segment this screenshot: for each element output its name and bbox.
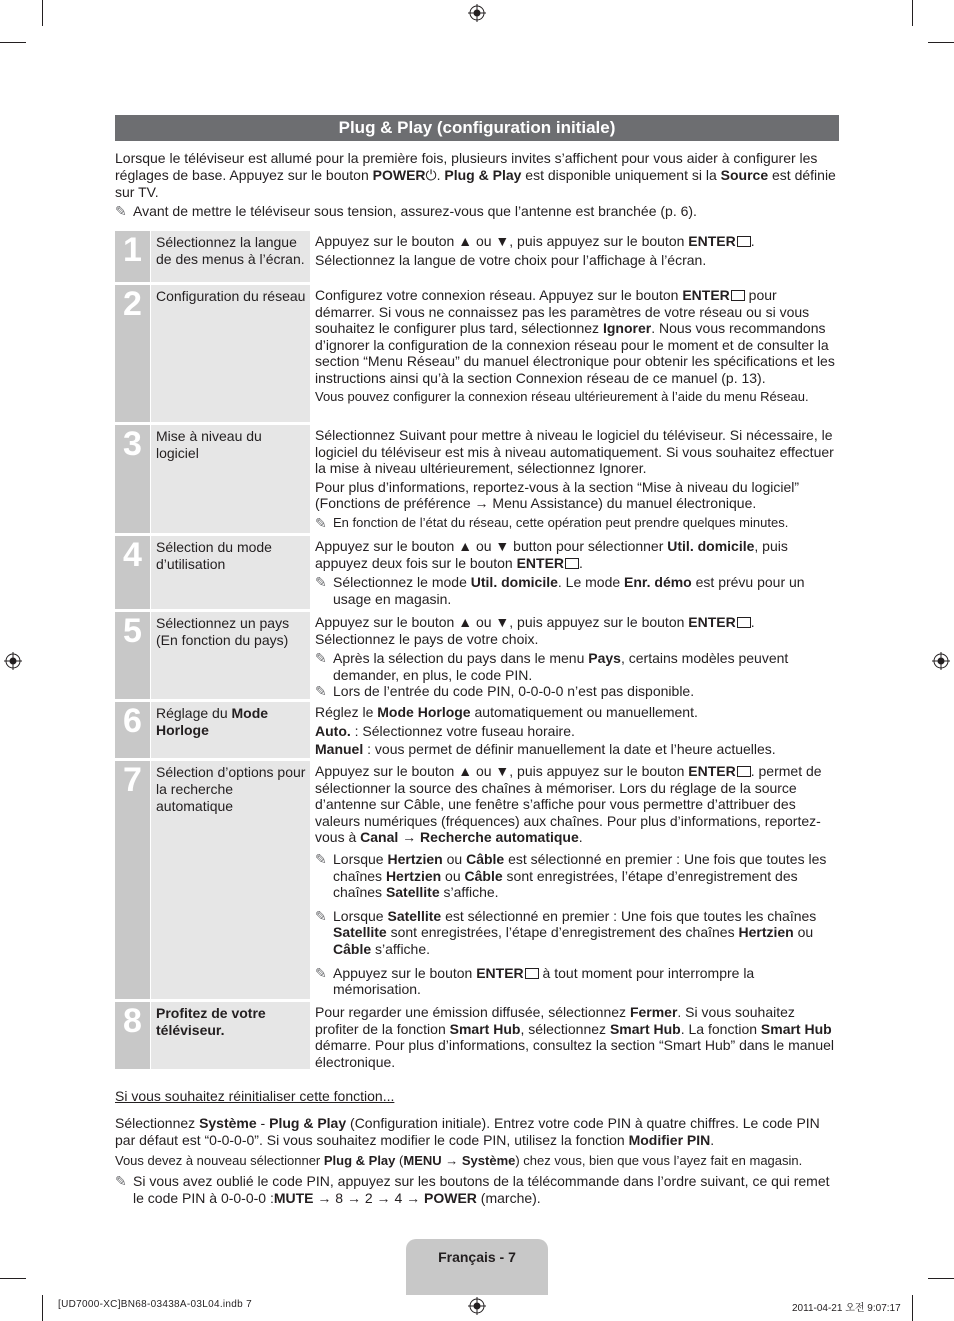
enter-icon bbox=[731, 290, 745, 301]
pencil-note-icon: ✎ bbox=[315, 907, 327, 924]
step-row bbox=[115, 702, 839, 758]
pencil-note-icon: ✎ bbox=[315, 574, 327, 591]
step-row bbox=[115, 612, 839, 699]
crop-mark bbox=[42, 1295, 43, 1321]
step-title: Sélection du mode d’utilisation bbox=[151, 536, 310, 609]
step-title: Sélectionnez la langue de des menus à l’écran. bbox=[151, 231, 310, 282]
pencil-note-icon: ✎ bbox=[115, 1173, 127, 1189]
step-row bbox=[115, 425, 839, 533]
step-title: Sélectionnez un pays (En fonction du pays) bbox=[151, 612, 310, 699]
crop-mark bbox=[0, 42, 26, 43]
step-title: Configuration du réseau bbox=[151, 285, 310, 422]
footer-timestamp: 2011-04-21 오전 9:07:17 bbox=[792, 1303, 901, 1314]
reset-heading: Si vous souhaitez réinitialiser cette fonction... bbox=[115, 1088, 395, 1104]
registration-mark-icon bbox=[468, 1297, 486, 1315]
step-row bbox=[115, 231, 839, 282]
crop-mark bbox=[0, 1278, 26, 1279]
intro-paragraph: Lorsque le téléviseur est allumé pour la première fois, plusieurs invites s’affichent pour vous aider à configurer les réglages de base. Appuyez sur le bouton POWER⏻. Plug & Play est disponible uniquement si la Source est définie sur TV. bbox=[115, 150, 836, 200]
steps-table bbox=[115, 231, 839, 1072]
step-number: 6 bbox=[115, 702, 150, 758]
reset-paragraph: Sélectionnez Système - Plug & Play (Configuration initiale). Entrez votre code PIN à quatre chiffres. Le code PIN par défaut est “0-0-0-0”. Si vous souhaitez modifier le code PIN, utilisez la fonction Modifier PIN. bbox=[115, 1115, 820, 1148]
pencil-note-icon: ✎ bbox=[315, 964, 327, 981]
crop-mark bbox=[912, 0, 913, 26]
pencil-note-icon: ✎ bbox=[315, 514, 327, 531]
section-title: Plug & Play (configuration initiale) bbox=[115, 115, 839, 141]
pencil-note-icon: ✎ bbox=[315, 683, 327, 700]
step-title: Sélection d’options pour la recherche automatique bbox=[151, 761, 310, 999]
intro-note: ✎ Avant de mettre le téléviseur sous tension, assurez-vous que l’antenne est branchée (p. 6). bbox=[115, 203, 697, 219]
reset-paragraph: Vous devez à nouveau sélectionner Plug & Play (MENU → Système) chez vous, bien que vous l’ayez fait en magasin. bbox=[115, 1153, 803, 1168]
step-number: 3 bbox=[115, 425, 150, 533]
step-description: Sélectionnez Suivant pour mettre à niveau le logiciel du téléviseur. Si nécessaire, le logiciel du téléviseur est mis à niveau automatiquement. Si vous souhaitez effectuer la mise à niveau ultérieurement, sélectionnez Ignorer. Pour plus d’informations, reportez-vous à la section “Mise à niveau du logiciel” (Fonctions de préférence → Menu Assistance) du manuel électronique. ✎ En fonction de l’état du réseau, cette opération peut prendre quelques minutes. bbox=[315, 427, 834, 531]
crop-mark bbox=[928, 42, 954, 43]
reset-section bbox=[115, 1088, 839, 1207]
registration-mark-icon bbox=[932, 652, 950, 670]
step-description: Appuyez sur le bouton ▲ ou ▼, puis appuyez sur le bouton ENTER . Sélectionnez la langue de votre choix pour l’affichage à l’écran. bbox=[315, 233, 755, 268]
intro bbox=[115, 150, 839, 220]
step-title: Mise à niveau du logiciel bbox=[151, 425, 310, 533]
step-row bbox=[115, 761, 839, 999]
step-row bbox=[115, 285, 839, 422]
step-number: 2 bbox=[115, 285, 150, 422]
enter-icon bbox=[737, 766, 751, 777]
registration-mark-icon bbox=[4, 652, 22, 670]
step-description: Appuyez sur le bouton ▲ ou ▼, puis appuyez sur le bouton ENTER . Sélectionnez le pays de votre choix. ✎ Après la sélection du pays dans le menu Pays, certains modèles peuvent demander, en plus, le code PIN. ✎ Lors de l’entrée du code PIN, 0-0-0-0 n’est pas disponible. bbox=[315, 614, 789, 700]
step-row bbox=[115, 1002, 839, 1069]
power-icon: ⏻ bbox=[425, 167, 437, 183]
enter-icon bbox=[737, 236, 751, 247]
step-row bbox=[115, 536, 839, 609]
footer-file-info: [UD7000-XC]BN68-03438A-03L04.indb 7 bbox=[58, 1299, 252, 1310]
step-title: Réglage du Mode Horloge bbox=[151, 702, 310, 758]
crop-mark bbox=[42, 0, 43, 26]
step-number: 1 bbox=[115, 231, 150, 282]
enter-icon bbox=[565, 558, 579, 569]
pencil-note-icon: ✎ bbox=[315, 850, 327, 867]
step-number: 5 bbox=[115, 612, 150, 699]
enter-icon bbox=[525, 968, 539, 979]
step-number: 7 bbox=[115, 761, 150, 999]
step-description: Pour regarder une émission diffusée, sélectionnez Fermer. Si vous souhaitez profiter de la fonction Smart Hub, sélectionnez Smart Hub. La fonction Smart Hub démarre. Pour plus d’informations, consultez la section “Smart Hub” dans le manuel électronique. bbox=[315, 1004, 835, 1070]
page-number-tab: Français - 7 bbox=[406, 1239, 548, 1295]
step-number: 8 bbox=[115, 1002, 150, 1069]
registration-mark-icon bbox=[468, 4, 486, 22]
enter-icon bbox=[737, 617, 751, 628]
step-description: Appuyez sur le bouton ▲ ou ▼ button pour sélectionner Util. domicile, puis appuyez deux fois sur le bouton ENTER . ✎ Sélectionnez le mode Util. domicile. Le mode Enr. démo est prévu pour un usage en magasin. bbox=[315, 538, 805, 607]
pencil-note-icon: ✎ bbox=[315, 650, 327, 667]
crop-mark bbox=[928, 1278, 954, 1279]
step-number: 4 bbox=[115, 536, 150, 609]
step-description: Appuyez sur le bouton ▲ ou ▼, puis appuyez sur le bouton ENTER . permet de sélectionner la source des chaînes à mémoriser. Lors du réglage de la source d’antenne sur Câble, une fenêtre s’affiche pour vous permettre d’attribuer des valeurs numériques (fréquences) aux chaînes. Pour plus d’informations, reportez-vous à Canal → Recherche automatique. ✎ Lorsque Hertzien ou Câble est sélectionné en premier : Une fois que toutes les chaînes Hertzien ou Câble sont enregistrées, l’étape d’enregistrement des chaînes Satellite s’affiche. ✎ Lorsque Satellite est sélectionné en premier : Une fois que toutes les chaînes Satellite sont enregistrées, l’étape d’enregistrement des chaînes Hertzien ou Câble s’affiche. ✎ Appuyez sur le bouton ENTER à tout moment pour interrompre la mémorisation. bbox=[315, 763, 827, 998]
crop-mark bbox=[912, 1295, 913, 1321]
step-title: Profitez de votre téléviseur. bbox=[151, 1002, 310, 1069]
pencil-note-icon: ✎ bbox=[115, 203, 127, 219]
step-description: Réglez le Mode Horloge automatiquement ou manuellement. Auto. : Sélectionnez votre fuseau horaire. Manuel : vous permet de définir manuellement la date et l’heure actuelles. bbox=[315, 704, 776, 758]
step-description: Configurez votre connexion réseau. Appuyez sur le bouton ENTER pour démarrer. Si vous ne connaissez pas les paramètres de votre réseau ou si vous souhaitez le configurer plus tard, sélectionnez Ignorer. Nous vous recommandons d’ignorer la configuration de la connexion réseau pour le moment et de consulter la section “Menu Réseau” du manuel électronique pour obtenir les spécifications et les instructions ainsi qu’à la section Connexion réseau de ce manuel (p. 13). Vous pouvez configurer la connexion réseau ultérieurement à l’aide du menu Réseau. bbox=[315, 287, 835, 404]
reset-note: ✎ Si vous avez oublié le code PIN, appuyez sur les boutons de la télécommande dans l’ordre suivant, ce qui remet le code PIN à 0-0-0-0 :MUTE → 8 → 2 → 4 → POWER (marche). bbox=[115, 1173, 830, 1206]
